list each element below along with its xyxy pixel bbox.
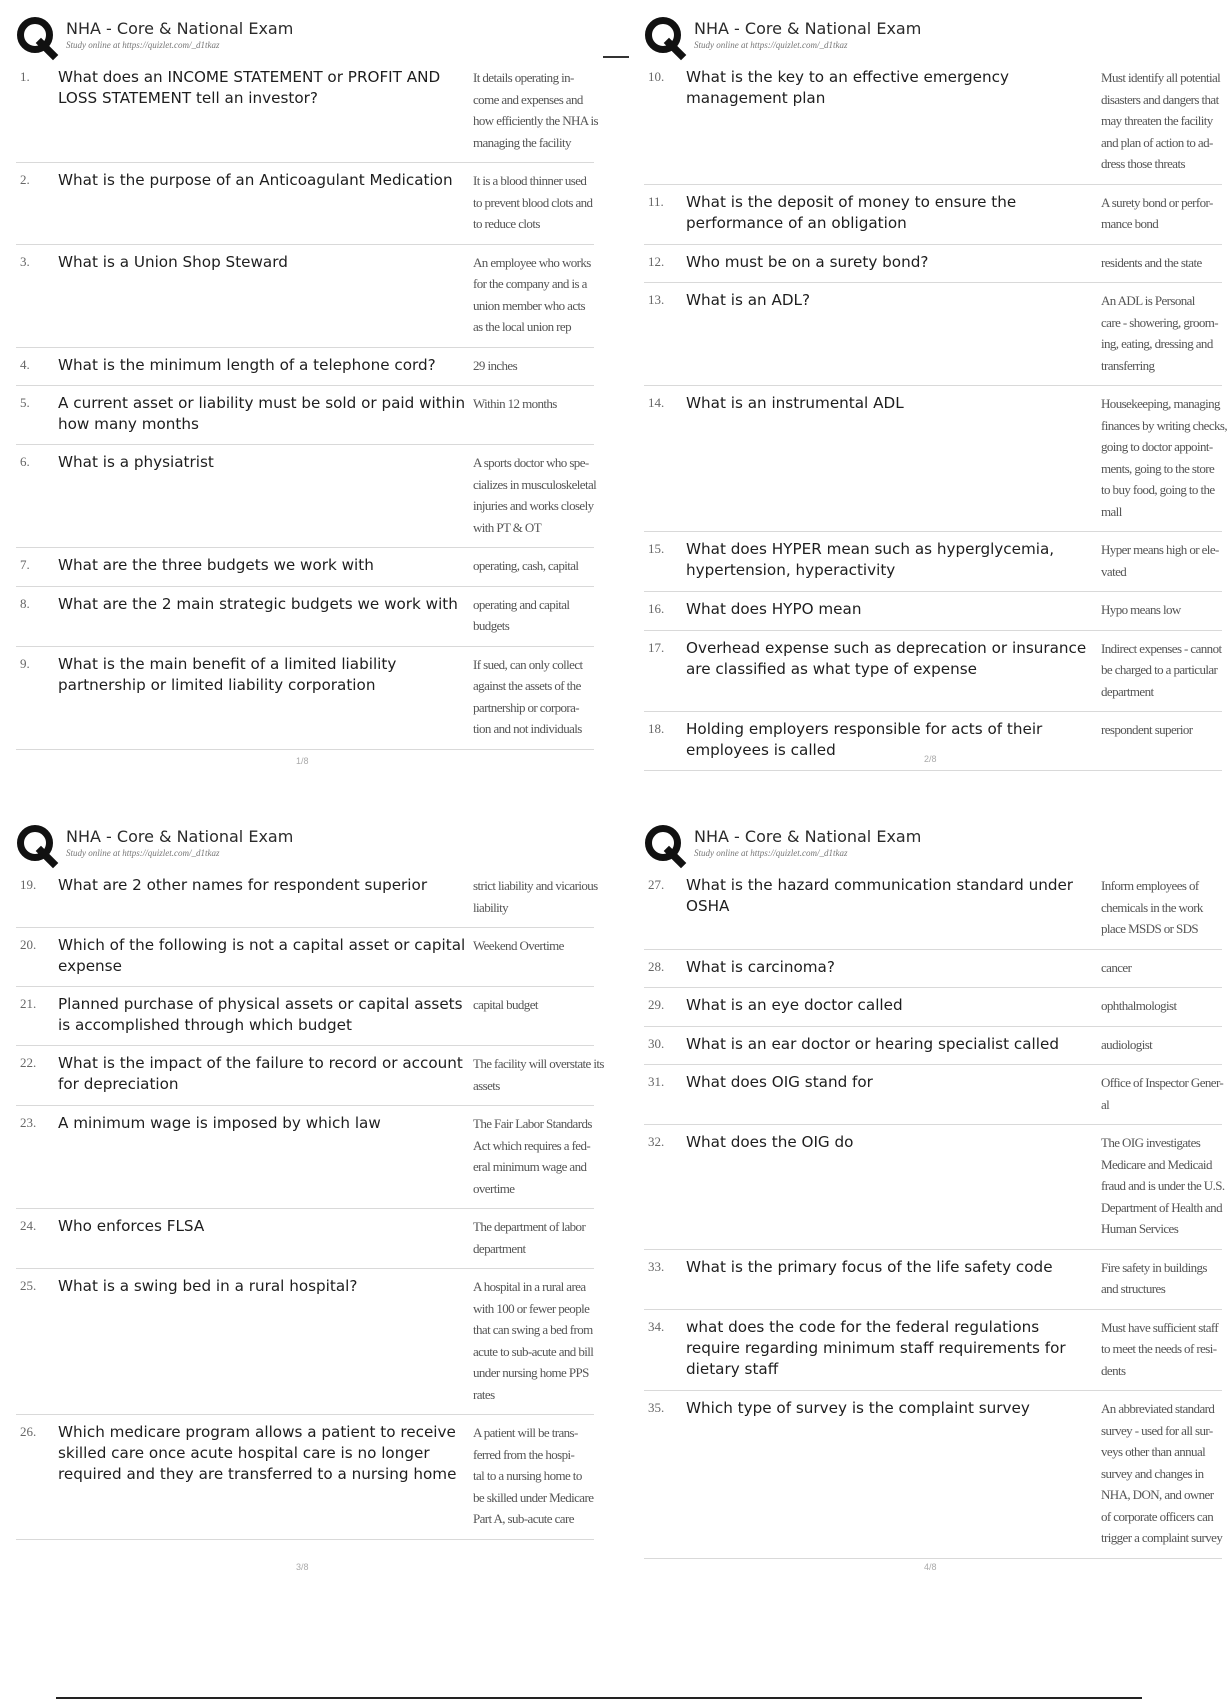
answer-line: for the company and is a (473, 276, 587, 291)
answer-text (473, 1276, 594, 1405)
answer-line: that can swing a bed from (473, 1322, 593, 1337)
answer-text (473, 1113, 594, 1199)
flashcard-row (644, 283, 1222, 386)
header-title: NHA - Core & National Exam (694, 827, 922, 846)
question-text: What is the primary focus of the life safety code (686, 1257, 1053, 1276)
flashcard-row (644, 1027, 1222, 1066)
row-number: 4. (20, 356, 30, 372)
question-text: what does the code for the federal regulations require regarding minimum staff requirements for dietary staff (686, 1317, 1066, 1378)
answer-line: It is a blood thinner used (473, 173, 587, 188)
flashcard-row (16, 548, 594, 587)
answer-line: The department of labor (473, 1219, 586, 1234)
flashcard-row (16, 647, 594, 750)
answer-line: If sued, can only collect (473, 656, 583, 672)
row-number: 21. (20, 996, 37, 1011)
flashcard-row (644, 631, 1222, 713)
flashcard-row (16, 1269, 594, 1415)
flashcard-row (16, 1209, 594, 1269)
answer-line: Indirect expenses - cannot (1101, 640, 1222, 656)
question-text: What is an instrumental ADL (686, 394, 904, 412)
question-text: Planned purchase of physical assets or capital assets is accomplished through which budget (58, 995, 463, 1034)
row-number: 25. (20, 1278, 37, 1293)
answer-line: al (1101, 1096, 1110, 1112)
flashcard-row (644, 1250, 1222, 1310)
row-number: 32. (648, 1134, 665, 1149)
question-text: What is a physiatrist (58, 453, 214, 471)
row-number: 15. (648, 541, 665, 556)
answer-line: chemicals in the work (1101, 899, 1203, 915)
answer-line: An ADL is Personal (1101, 293, 1195, 308)
question-text: A current asset or liability must be sold or paid within how many months (58, 394, 466, 433)
header-title: NHA - Core & National Exam (66, 827, 294, 846)
answer-line: department (1101, 683, 1154, 699)
row-number: 12. (648, 253, 665, 269)
answer-text (1101, 252, 1222, 274)
answer-line: dress those threats (1101, 156, 1185, 171)
flashcard-row (16, 1106, 594, 1209)
answer-text (473, 252, 594, 338)
flashcard-row (16, 348, 594, 387)
question-text: What does the OIG do (686, 1133, 854, 1151)
answer-text (473, 452, 596, 538)
answer-line: respondent superior (1101, 722, 1193, 737)
answer-line: tal to a nursing home to (473, 1468, 582, 1483)
answer-line: ments, going to the store (1101, 460, 1215, 476)
question-text: What is carcinoma? (686, 957, 835, 976)
page-header (644, 14, 1222, 60)
answer-line: under nursing home PPS (473, 1365, 589, 1380)
answer-text (1101, 719, 1222, 761)
flashcard-list (644, 868, 1225, 1559)
answer-line: Department of Health and (1101, 1199, 1222, 1215)
answer-text (1101, 875, 1222, 940)
row-number: 31. (648, 1074, 665, 1089)
question-text: What is an eye doctor called (686, 996, 903, 1014)
flashcard-row (16, 1046, 604, 1106)
question-text: What is an ADL? (686, 291, 811, 309)
answer-line: tion and not individuals (473, 721, 582, 736)
flashcard-row (644, 532, 1222, 592)
answer-line: Hypo means low (1101, 602, 1181, 617)
answer-line: veys other than annual (1101, 1444, 1206, 1459)
answer-line: how efficiently the NHA is (473, 113, 598, 128)
answer-line: ing, eating, dressing and (1101, 336, 1213, 351)
flashcard-row (16, 163, 594, 245)
answer-text (473, 67, 598, 153)
flashcard-row (644, 185, 1222, 245)
page-header (16, 14, 594, 60)
answer-line: against the assets of the (473, 678, 581, 693)
row-number: 26. (20, 1424, 37, 1439)
row-number: 35. (648, 1400, 665, 1415)
row-number: 5. (20, 395, 30, 410)
page-number: 2/8 (924, 754, 937, 764)
question-text: What is a Union Shop Steward (58, 252, 288, 271)
row-number: 27. (648, 877, 665, 892)
answer-line: be skilled under Medicare (473, 1489, 594, 1505)
row-number: 2. (20, 172, 30, 187)
flashcard-list (16, 868, 604, 1540)
answer-line: disasters and dangers that (1101, 91, 1219, 107)
answer-line: strict liability and vicarious (473, 878, 598, 893)
answer-text (1101, 1317, 1222, 1382)
answer-text (1101, 599, 1222, 621)
question-text: What does HYPO mean (686, 600, 862, 618)
document-page-2 (644, 14, 1227, 794)
flashcard-row (644, 592, 1222, 631)
answer-line: Hyper means high or ele- (1101, 542, 1219, 557)
answer-line: overtime (473, 1180, 515, 1196)
separator-dash (603, 56, 629, 58)
flashcard-row (16, 445, 597, 548)
answer-line: Within 12 months (473, 396, 557, 411)
answer-line: liability (473, 899, 509, 915)
answer-text (473, 555, 594, 577)
answer-text (1101, 1398, 1222, 1549)
answer-line: as the local union rep (473, 319, 571, 334)
answer-line: mance bond (1101, 216, 1159, 231)
flashcard-row (16, 386, 594, 445)
question-text: What is the minimum length of a telephone cord? (58, 355, 436, 374)
row-number: 34. (648, 1318, 665, 1334)
answer-text (473, 654, 594, 740)
flashcard-row (644, 245, 1222, 284)
answer-line: audiologist (1101, 1036, 1153, 1052)
flashcard-row (644, 868, 1222, 950)
answer-line: going to doctor appoint- (1101, 439, 1213, 454)
answer-line: A hospital in a rural area (473, 1279, 586, 1294)
row-number: 20. (20, 937, 37, 952)
answer-text (473, 994, 594, 1036)
question-text: What is the impact of the failure to record or account for depreciation (58, 1054, 463, 1093)
question-text: What is the hazard communication standard under OSHA (686, 876, 1074, 915)
answer-line: capital budget (473, 997, 538, 1012)
row-number: 23. (20, 1115, 37, 1130)
answer-line: ferred from the hospi- (473, 1446, 575, 1462)
answer-text (1101, 192, 1222, 235)
answer-text (473, 1216, 594, 1259)
answer-line: managing the facility (473, 134, 571, 150)
question-text: What are the three budgets we work with (58, 556, 374, 574)
flashcard-row (16, 868, 598, 928)
quizlet-logo-icon (644, 16, 686, 58)
row-number: 22. (20, 1055, 37, 1070)
flashcard-row (644, 1310, 1222, 1392)
answer-line: to reduce clots (473, 216, 540, 231)
flashcard-row (644, 988, 1222, 1027)
answer-line: care - showering, groom- (1101, 314, 1218, 330)
answer-line: operating and capital (473, 596, 570, 612)
answer-text (1101, 393, 1227, 522)
answer-line: Medicare and Medicaid (1101, 1156, 1212, 1172)
flashcard-row (16, 1415, 594, 1540)
answer-line: assets (473, 1077, 500, 1093)
answer-text (473, 355, 594, 377)
question-text: What is the main benefit of a limited liability partnership or limited liability corporation (58, 654, 397, 694)
answer-line: rates (473, 1386, 495, 1402)
answer-line: Human Services (1101, 1221, 1179, 1236)
answer-line: cializes in musculoskeletal (473, 476, 597, 492)
answer-line: department (473, 1240, 526, 1256)
answer-line: operating, cash, capital (473, 558, 579, 573)
flashcard-row (16, 928, 594, 987)
answer-line: budgets (473, 618, 510, 633)
page-number: 3/8 (296, 1562, 309, 1572)
answer-line: of corporate officers can (1101, 1508, 1214, 1524)
answer-text (1101, 957, 1222, 979)
flashcard-row (644, 1125, 1225, 1250)
flashcard-row (16, 587, 594, 647)
answer-line: A sports doctor who spe- (473, 455, 589, 470)
answer-line: Office of Inspector Gener- (1101, 1075, 1224, 1090)
answer-line: injuries and works closely (473, 498, 594, 513)
header-subtitle: Study online at https://quizlet.com/_d1tkaz (66, 40, 220, 50)
answer-line: 29 inches (473, 357, 518, 373)
flashcard-row (16, 245, 594, 348)
question-text: What does OIG stand for (686, 1073, 873, 1091)
answer-text (473, 393, 594, 435)
answer-line: Must identify all potential (1101, 70, 1221, 85)
row-number: 11. (648, 193, 664, 209)
question-text: What is a swing bed in a rural hospital? (58, 1277, 358, 1295)
question-text: What does HYPER mean such as hyperglycemia, hypertension, hyperactivity (686, 540, 1055, 579)
answer-line: place MSDS or SDS (1101, 921, 1199, 936)
flashcard-row (644, 1391, 1222, 1559)
answer-line: Must have sufficient staff (1101, 1319, 1219, 1335)
answer-line: may threaten the facility (1101, 113, 1213, 128)
document-page-3 (16, 822, 604, 1602)
answer-line: to meet the needs of resi- (1101, 1341, 1217, 1356)
answer-line: mall (1101, 503, 1122, 519)
question-text: Which of the following is not a capital asset or capital expense (58, 936, 466, 975)
question-text: What is the key to an effective emergency management plan (686, 68, 1009, 107)
question-text: Who enforces FLSA (58, 1217, 205, 1235)
row-number: 24. (20, 1218, 37, 1233)
answer-line: An abbreviated standard (1101, 1401, 1215, 1416)
answer-line: trigger a complaint survey (1101, 1530, 1223, 1545)
page-header (16, 822, 594, 868)
answer-line: come and expenses and (473, 91, 583, 107)
header-subtitle: Study online at https://quizlet.com/_d1tkaz (694, 40, 848, 50)
answer-line: and plan of action to ad- (1101, 134, 1213, 150)
header-subtitle: Study online at https://quizlet.com/_d1tkaz (66, 848, 220, 858)
flashcard-row (16, 987, 594, 1046)
header-title: NHA - Core & National Exam (694, 19, 922, 38)
answer-line: union member who acts (473, 297, 585, 313)
page-number: 1/8 (296, 756, 309, 766)
answer-text (1101, 995, 1222, 1017)
question-text: Which medicare program allows a patient to receive skilled care once acute hospital care is no longer required and they are transferred to a nursing home (58, 1423, 457, 1483)
answer-text (1101, 638, 1222, 703)
answer-line: A surety bond or perfor- (1101, 194, 1213, 210)
question-text: What are 2 other names for respondent superior (58, 876, 428, 894)
question-text: What is an ear doctor or hearing specialist called (686, 1034, 1059, 1053)
answer-line: survey - used for all sur- (1101, 1422, 1213, 1438)
row-number: 8. (20, 595, 30, 611)
document-page-1 (16, 14, 598, 794)
question-text: Who must be on a surety bond? (686, 252, 929, 271)
row-number: 19. (20, 877, 37, 892)
answer-text (1101, 539, 1222, 582)
question-text: What are the 2 main strategic budgets we work with (58, 594, 458, 613)
header-title: NHA - Core & National Exam (66, 19, 294, 38)
answer-text (473, 935, 594, 977)
answer-line: acute to sub-acute and bill (473, 1343, 594, 1359)
quizlet-logo-icon (16, 824, 58, 866)
row-number: 14. (648, 395, 665, 410)
row-number: 7. (20, 557, 30, 572)
row-number: 13. (648, 292, 665, 307)
answer-line: to prevent blood clots and (473, 194, 593, 210)
answer-text (1101, 67, 1222, 175)
question-text: What does an INCOME STATEMENT or PROFIT AND LOSS STATEMENT tell an investor? (58, 68, 441, 107)
row-number: 18. (648, 721, 665, 736)
document-page-4 (644, 822, 1225, 1602)
answer-line: finances by writing checks, (1101, 417, 1227, 433)
answer-text (473, 170, 594, 235)
flashcard-row (644, 60, 1222, 185)
answer-text (473, 594, 594, 637)
answer-line: vated (1101, 563, 1127, 579)
answer-line: with 100 or fewer people (473, 1300, 590, 1316)
answer-line: eral minimum wage and (473, 1159, 587, 1174)
answer-line: The facility will overstate its (473, 1056, 604, 1071)
answer-line: Housekeeping, managing (1101, 396, 1220, 411)
question-text: Overhead expense such as deprecation or insurance are classified as what type of expense (686, 638, 1087, 678)
answer-line: partnership or corpora- (473, 699, 580, 715)
flashcard-row (644, 386, 1227, 532)
answer-line: It details operating in- (473, 70, 574, 85)
answer-line: fraud and is under the U.S. (1101, 1178, 1225, 1193)
page-number: 4/8 (924, 1562, 937, 1572)
question-text: A minimum wage is imposed by which law (58, 1114, 381, 1132)
question-text: Holding employers responsible for acts of their employees is called (686, 720, 1043, 759)
answer-text (1101, 1072, 1223, 1115)
bottom-rule (56, 1697, 1142, 1699)
answer-line: The OIG investigates (1101, 1135, 1201, 1150)
flashcard-list (644, 60, 1227, 771)
header-subtitle: Study online at https://quizlet.com/_d1tkaz (694, 848, 848, 858)
row-number: 9. (20, 655, 30, 671)
question-text: Which type of survey is the complaint survey (686, 1399, 1030, 1417)
row-number: 30. (648, 1035, 665, 1051)
answer-line: survey and changes in (1101, 1465, 1204, 1481)
row-number: 6. (20, 454, 30, 469)
answer-text (1101, 290, 1222, 376)
row-number: 16. (648, 601, 665, 616)
answer-text (473, 875, 598, 918)
row-number: 1. (20, 69, 30, 84)
answer-text (473, 1053, 604, 1096)
row-number: 28. (648, 958, 665, 974)
flashcard-row (16, 60, 598, 163)
row-number: 29. (648, 997, 665, 1012)
row-number: 17. (648, 639, 665, 655)
answer-text (1101, 1132, 1225, 1240)
flashcard-list (16, 60, 598, 750)
answer-line: be charged to a particular (1101, 662, 1218, 677)
answer-line: Inform employees of (1101, 878, 1199, 893)
question-text: What is the purpose of an Anticoagulant Medication (58, 171, 453, 189)
answer-line: Fire safety in buildings (1101, 1259, 1207, 1275)
row-number: 33. (648, 1258, 665, 1274)
answer-line: cancer (1101, 959, 1132, 975)
answer-line: dents (1101, 1362, 1126, 1378)
answer-line: The Fair Labor Standards (473, 1116, 592, 1131)
answer-line: to buy food, going to the (1101, 482, 1215, 497)
answer-line: Part A, sub-acute care (473, 1511, 574, 1526)
flashcard-row (644, 1065, 1222, 1125)
quizlet-logo-icon (16, 16, 58, 58)
answer-line: Weekend Overtime (473, 938, 564, 953)
answer-line: Act which requires a fed- (473, 1137, 591, 1153)
answer-line: A patient will be trans- (473, 1425, 578, 1440)
answer-line: with PT & OT (473, 519, 542, 535)
answer-text (1101, 1034, 1222, 1056)
answer-line: residents and the state (1101, 254, 1202, 270)
row-number: 10. (648, 69, 665, 84)
answer-line: NHA, DON, and owner (1101, 1487, 1214, 1502)
row-number: 3. (20, 253, 30, 269)
answer-line: An employee who works (473, 254, 591, 270)
answer-line: transferring (1101, 357, 1155, 373)
quizlet-logo-icon (644, 824, 686, 866)
answer-text (1101, 1257, 1222, 1300)
flashcard-row (644, 950, 1222, 989)
answer-text (473, 1422, 594, 1530)
page-header (644, 822, 1222, 868)
answer-line: ophthalmologist (1101, 998, 1177, 1013)
question-text: What is the deposit of money to ensure the performance of an obligation (686, 192, 1017, 232)
answer-line: and structures (1101, 1281, 1166, 1296)
